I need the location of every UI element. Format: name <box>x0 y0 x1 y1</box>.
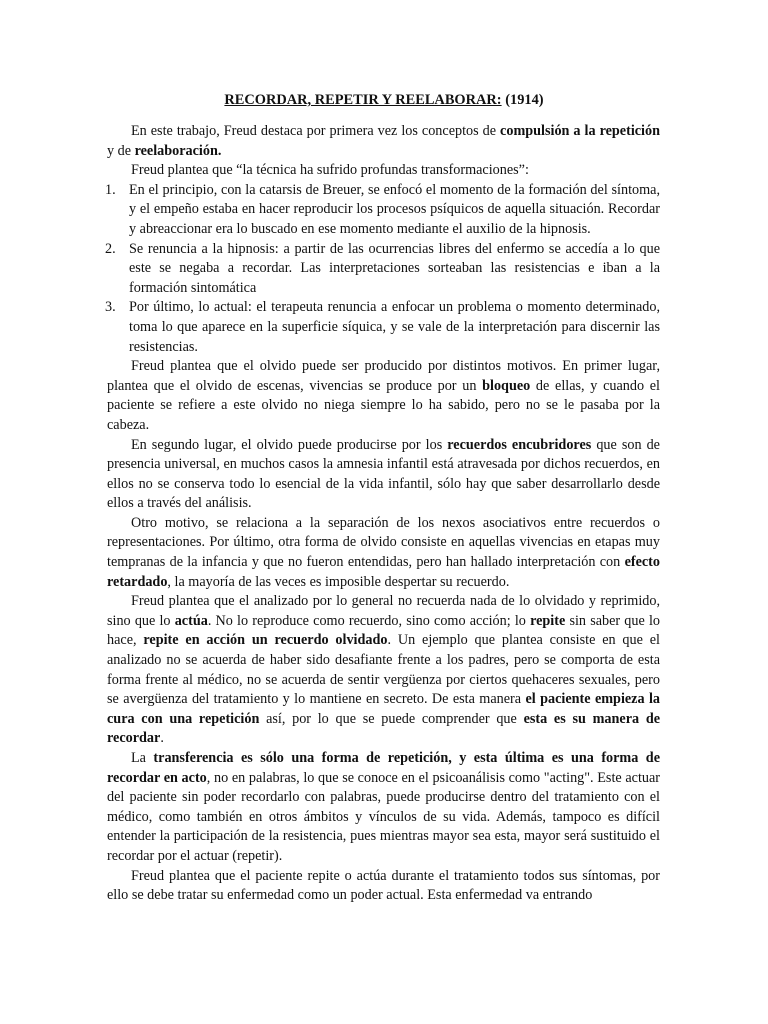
paragraph-4 <box>107 436 660 514</box>
text-run: . Un ejemplo que plantea consiste en que el analizado no se acuerda de haber sido desafiante frente a los padres, pero se comporta de esta forma frente al médico, no se acuerda de sentir vergüenza por ciertos quehaceres sexuales, pero se avergüenza del tratamiento y lo mantiene en secreto. De esta manera <box>107 632 660 708</box>
list-item <box>107 298 660 357</box>
list-text: Se renuncia a la hipnosis: a partir de las ocurrencias libres del enfermo se accedía a lo que este se negaba a recordar. Las interpretaciones sorteaban las resistencias e iban a la formación sintomática <box>129 240 660 296</box>
document-title <box>0 91 768 111</box>
list-number: 2. <box>105 240 116 257</box>
text-run: . No lo reproduce como recuerdo, sino como acción; lo <box>207 612 531 629</box>
paragraph-7 <box>107 749 660 867</box>
text-run: que son de presencia universal, en muchos casos la amnesia infantil está atravesada por dichos recuerdos, en ellos no se conserva todo lo esencial de la vida infantil, sólo hay que saber desarrollarlo desde ellos a través del análisis. <box>107 436 660 512</box>
bold-term: esta es su manera de recordar <box>107 710 661 747</box>
bold-term: reelaboración. <box>134 142 222 159</box>
text-run: de ellas, y cuando el paciente se refiere a este olvido no niega siempre lo ha sabido, pero no se le pasaba por la cabeza. <box>107 377 660 433</box>
paragraph-5 <box>107 514 660 592</box>
bold-term: bloqueo <box>482 377 531 394</box>
list-number: 1. <box>105 181 116 198</box>
paragraph-6 <box>107 592 660 749</box>
paragraph-2: Freud plantea que “la técnica ha sufrido profundas transformaciones”: <box>131 162 529 179</box>
text-run: Otro motivo, se relaciona a la separación de los nexos asociativos entre recuerdos o representaciones. Por último, otra forma de olvido consiste en aquellas vivencias en etapas muy tempranas de la infancia y que no fueron entendidas, pero han hallado interpretación con <box>107 514 660 571</box>
text-run: y de <box>107 142 135 159</box>
bold-term: el paciente empieza la cura con una repetición <box>107 691 661 727</box>
bold-term: actúa <box>174 612 208 629</box>
text-run: así, por lo que se puede comprender que <box>259 710 524 727</box>
title-main: RECORDAR, REPETIR Y REELABORAR: <box>224 92 502 108</box>
text-run: Freud plantea que el olvido puede ser producido por distintos motivos. En primer lugar, plantea que el olvido de escenas, vivencias se produce por un <box>107 358 660 394</box>
bold-term: recuerdos encubridores <box>447 436 592 453</box>
text-run: , la mayoría de las veces es imposible despertar su recuerdo. <box>167 573 510 590</box>
text-run: En este trabajo, Freud destaca por primera vez los conceptos de <box>131 123 501 139</box>
paragraph-3 <box>107 357 660 435</box>
title-year: (1914) <box>505 92 544 108</box>
text-run: . <box>160 730 164 747</box>
text-run: En segundo lugar, el olvido puede producirse por los <box>131 436 448 453</box>
document-body <box>107 122 660 906</box>
bold-term: repite <box>530 612 566 629</box>
bold-term: efecto retardado <box>107 554 660 590</box>
paragraph-8: Freud plantea que el paciente repite o actúa durante el tratamiento todos sus síntomas, por ello se debe tratar su enfermedad como un poder actual. Esta enfermedad va entrando <box>107 867 660 904</box>
text-run: sin saber que lo hace, <box>107 612 660 649</box>
numbered-list <box>107 181 660 357</box>
text-run: Freud plantea que el analizado por lo general no recuerda nada de lo olvidado y reprimido, sino que lo <box>107 593 660 629</box>
list-item <box>107 181 660 240</box>
paragraph-1 <box>107 122 660 161</box>
list-text: En el principio, con la catarsis de Breuer, se enfocó el momento de la formación del síntoma, y el empeño estaba en hacer reproducir los procesos psíquicos de aquella situación. Recordar y abreaccionar era lo buscado en ese momento mediante el auxilio de la hipnosis. <box>129 181 660 237</box>
text-run: , no en palabras, lo que se conoce en el psicoanálisis como "acting". Este actuar del paciente sin poder recordarlo con palabras, puede producirse dentro del tratamiento con el médico, como también en otros ámbitos y vínculos de su vida. Además, tampoco es difícil entender la participación de la resistencia, pues mientras mayor sea esta, mayor será sustituido el recordar por el actuar (repetir). <box>107 769 660 864</box>
bold-term: compulsión a la repetición <box>500 123 660 139</box>
list-number: 3. <box>105 299 116 316</box>
bold-term: transferencia es sólo una forma de repetición, y esta última es una forma de recordar en acto <box>107 750 660 786</box>
list-text: Por último, lo actual: el terapeuta renuncia a enfocar un problema o momento determinado, toma lo que aparece en la superficie síquica, y se vale de la interpretación para discernir las resistencias. <box>129 299 660 355</box>
text-run: La <box>131 750 154 766</box>
bold-term: repite en acción un recuerdo olvidado <box>143 632 388 649</box>
list-item <box>107 240 660 299</box>
